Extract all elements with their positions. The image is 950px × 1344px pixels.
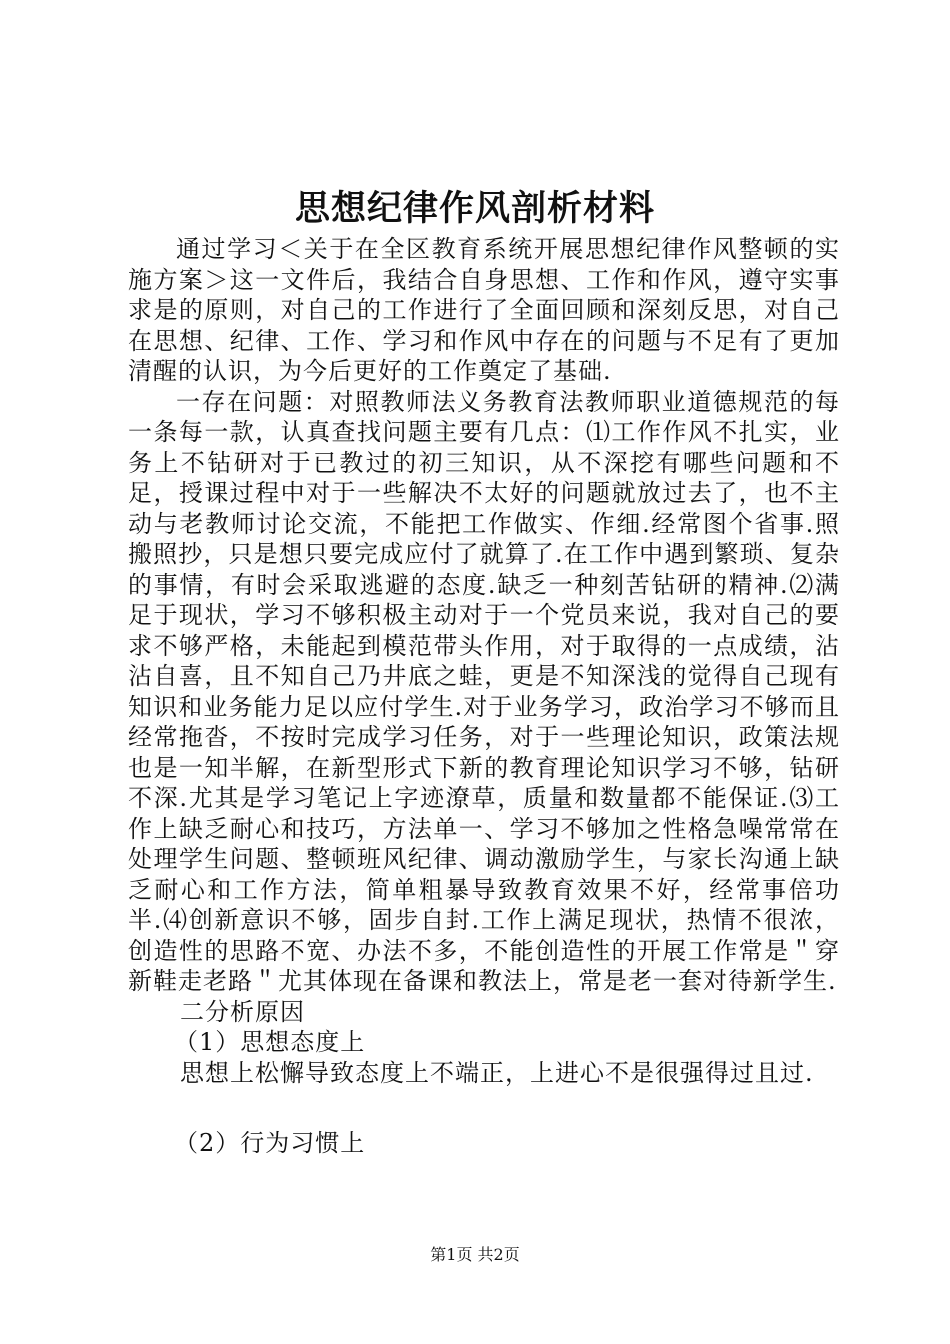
document-body [128,234,840,1159]
intro-paragraph: 通过学习＜关于在全区教育系统开展思想纪律作风整顿的实施方案＞这一文件后，我结合自身思想、工作和作风，遵守实事求是的原则，对自己的工作进行了全面回顾和深刻反思，对自己在思想、纪律、工作、学习和作风中存在的问题与不足有了更加清醒的认识，为今后更好的工作奠定了基础. [128,235,840,385]
subsection-title-1: （1）思想态度上 [174,1028,366,1056]
spacer [128,1088,840,1128]
document-title: 思想纪律作风剖析材料 [294,188,655,229]
section-heading: 二分析原因 [180,997,305,1026]
page-number: 第1页 共2页 [430,1245,520,1264]
problems-paragraph: 一存在问题：对照教师法义务教育法教师职业道德规范的每一条每一款，认真查找问题主要有几点：⑴工作作风不扎实，业务上不钻研对于已教过的初三知识，从不深挖有哪些问题和不足，授课过程中对于一些解决不太好的问题就放过去了，也不主动与老教师讨论交流，不能把工作做实、作细.经常图个省事.照搬照抄，只是想只要完成应付了就算了.在工作中遇到繁琐、复杂的事情，有时会采取逃避的态度.缺乏一种刻苦钻研的精神.⑵满足于现状，学习不够积极主动对于一个党员来说，我对自己的要求不够严格，未能起到模范带头作用，对于取得的一点成绩，沾沾自喜，且不知自己乃井底之蛙，更是不知深浅的觉得自己现有知识和业务能力足以应付学生.对于业务学习，政治学习不够而且经常拖沓，不按时完成学习任务，对于一些理论知识，政策法规也是一知半解，在新型形式下新的教育理论知识学习不够，钻研不深.尤其是学习笔记上字迹潦草，质量和数量都不能保证.⑶工作上缺乏耐心和技巧，方法单一、学习不够加之性格急噪常常在处理学生问题、整顿班风纪律、调动激励学生，与家长沟通上缺乏耐心和工作方法，简单粗暴导致教育效果不好，经常事倍功半.⑷创新意识不够，固步自封.工作上满足现状，热情不很浓，创造性的思路不宽、办法不多，不能创造性的开展工作常是＂穿新鞋走老路＂尤其体现在备课和教法上，常是老一套对待新学生. [128,387,840,995]
subsection-text-1: 思想上松懈导致态度上不端正，上进心不是很强得过且过. [180,1058,814,1087]
subsection-title-2: （2）行为习惯上 [174,1129,366,1157]
